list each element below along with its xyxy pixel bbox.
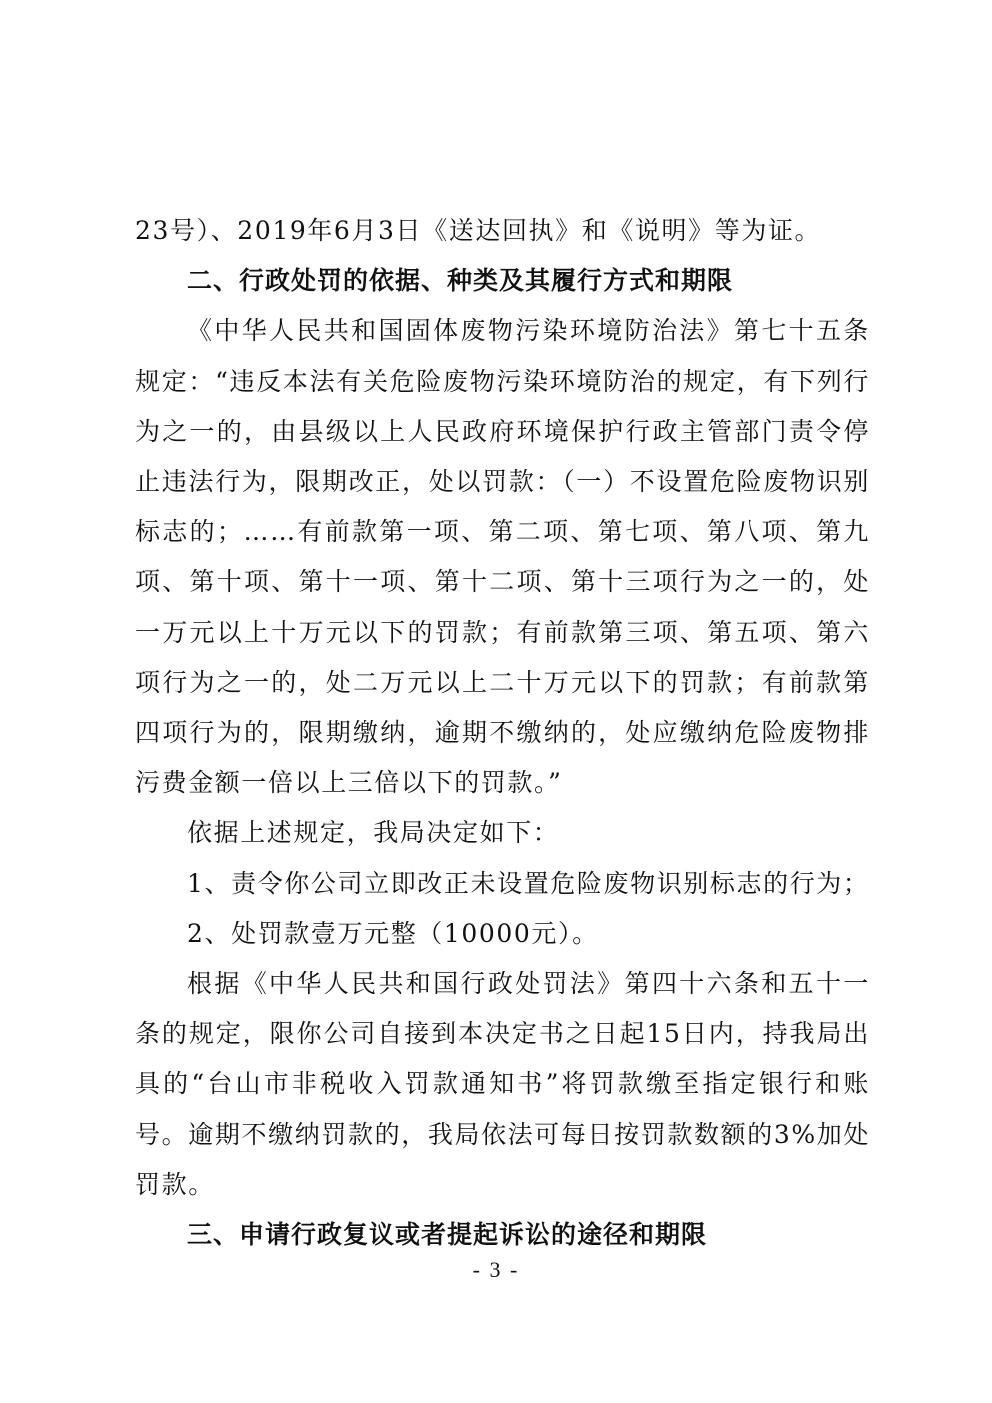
- paragraph-decision-item-1: 1、责令你公司立即改正未设置危险废物识别标志的行为；: [187, 868, 870, 898]
- section-heading-review-litigation: 三、申请行政复议或者提起诉讼的途径和期限: [187, 1220, 708, 1250]
- paragraph-decision-item-2: 2、处罚款壹万元整（10000元）。: [187, 918, 599, 948]
- document-body: [135, 206, 870, 1260]
- paragraph-decision-intro: 依据上述规定，我局决定如下：: [187, 818, 560, 848]
- paragraph-evidence-continuation: 23号）、2019年6月3日《送达回执》和《说明》等为证。: [135, 216, 822, 245]
- page-number: - 3 -: [472, 1257, 520, 1282]
- paragraph-payment-instructions: 根据《中华人民共和国行政处罚法》第四十六条和五十一条的规定，限你公司自接到本决定书之日起15日内，持我局出具的“台山市非税收入罚款通知书”将罚款缴至指定银行和账号。逾期不缴纳罚款的，我局依法可每日按罚款数额的3%加处罚款。: [135, 969, 870, 1199]
- section-heading-penalty-basis: 二、行政处罚的依据、种类及其履行方式和期限: [187, 266, 734, 296]
- paragraph-law-citation: 《中华人民共和国固体废物污染环境防治法》第七十五条规定：“违反本法有关危险废物污染环境防治的规定，有下列行为之一的，由县级以上人民政府环境保护行政主管部门责令停止违法行为，限期改正，处以罚款：（一）不设置危险废物识别标志的；……有前款第一项、第二项、第七项、第八项、第九项、第十项、第十一项、第十二项、第十三项行为之一的，处一万元以上十万元以下的罚款；有前款第三项、第五项、第六项行为之一的，处二万元以上二十万元以下的罚款；有前款第四项行为的，限期缴纳，逾期不缴纳的，处应缴纳危险废物排污费金额一倍以上三倍以下的罚款。”: [135, 316, 870, 798]
